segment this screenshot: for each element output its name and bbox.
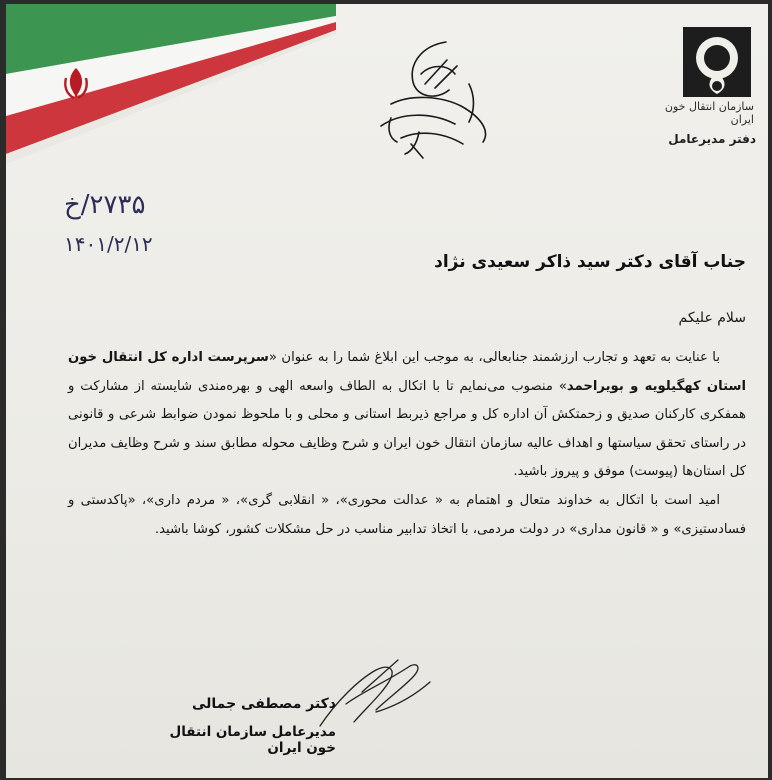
iran-emblem-icon: [56, 64, 96, 104]
bismillah-calligraphy: [351, 34, 511, 164]
body-paragraph-2: امید است با اتکال به خداوند متعال و اهتمام به « عدالت محوری»، « انقلابی گری»، « مردم داری»، «پاکدستی و فسادستیزی» و « قانون مداری» در دولت مردمی، با اتخاذ تدابیر مناسب در حل مشکلات کشور، کوشا باشید.: [68, 492, 746, 537]
body-p1-rest: » منصوب می‌نمایم تا با اتکال به الطاف واسعه الهی و بهره‌مندی شایسته از مشارکت و همفکری کارکنان صدیق و زحمتکش آن اداره کل و مراجع ذیربط استانی و محلی و با ملحوظ نمودن ضوابط شرعی و قانونی در راستای تحقق سیاستها و اهداف عالیه سازمان انتقال خون ایران و شرح وظایف محوله مطابق سند و شرح وظایف مدیران کل استان‌ها (پیوست) موفق و پیروز باشید.: [68, 378, 746, 480]
signature-block: [136, 696, 336, 756]
letter-date: ۱۴۰۱/۲/۱۲: [64, 232, 153, 256]
recipient-line: جناب آقای دکتر سید ذاکر سعیدی نژاد: [434, 252, 746, 272]
signer-name: دکتر مصطفی جمالی: [192, 696, 336, 712]
logo-caption: سازمان انتقال خون ایران: [664, 100, 754, 126]
appointment-title: سرپرست اداره کل انتقال خون استان کهگیلویه و بویراحمد: [68, 350, 746, 394]
reference-number: ۲۷۳۵/خ: [64, 190, 146, 220]
greeting: سلام علیکم: [678, 310, 746, 326]
body-p1-intro: با عنایت به تعهد و تجارب ارزشمند جنابعالی، به موجب این ابلاغ شما را به عنوان «: [268, 350, 720, 365]
signer-title: مدیرعامل سازمان انتقال خون ایران: [169, 724, 336, 756]
body-paragraph-1: [68, 344, 746, 487]
letter-page: [6, 4, 768, 778]
letter-body: [68, 344, 746, 544]
blood-transfusion-logo: [682, 26, 752, 98]
department-heading: دفتر مدیرعامل: [668, 132, 756, 146]
